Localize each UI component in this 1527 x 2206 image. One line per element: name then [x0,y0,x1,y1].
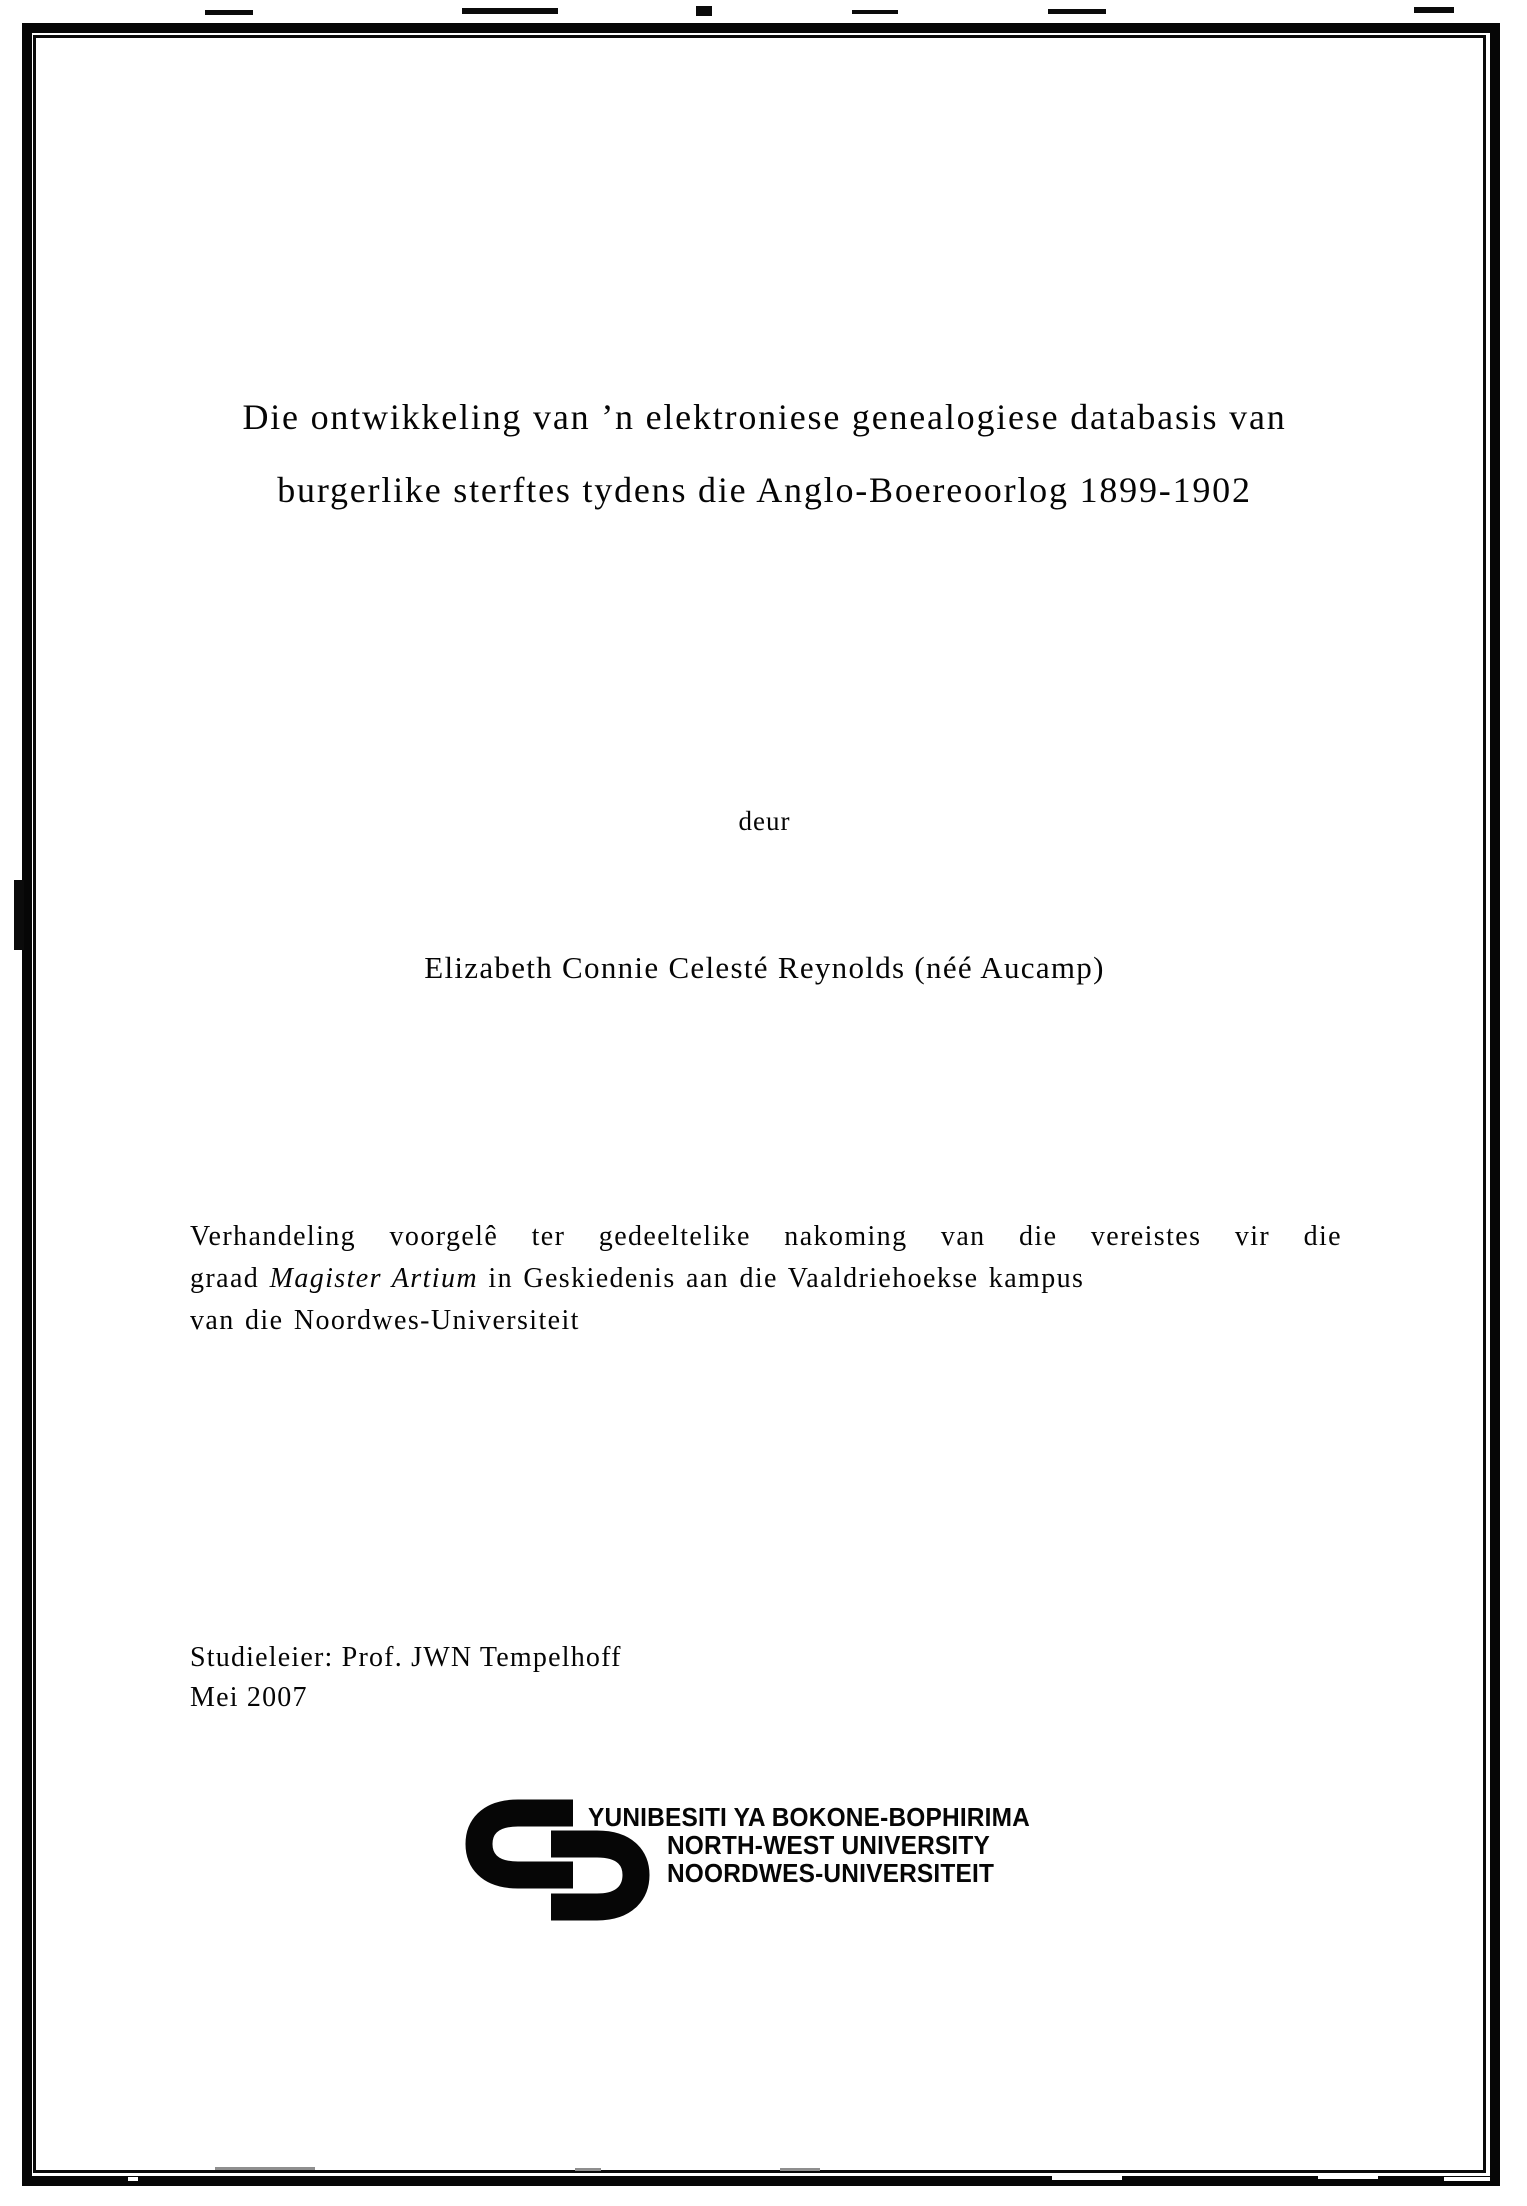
scan-speck [696,6,712,16]
university-name-afrikaans: NOORDWES-UNIVERSITEIT [666,1858,995,1888]
university-name-setswana: YUNIBESITI YA BOKONE-BOPHIRIMA [588,1802,1031,1832]
scan-speck [852,10,898,14]
thesis-title-line-1: Die ontwikkeling van ’n elektroniese genealogiese databasis van [242,397,1287,437]
scan-nick [1444,2177,1490,2181]
university-name-english: NORTH-WEST UNIVERSITY [666,1830,990,1860]
scan-nick [1318,2176,1378,2179]
scan-speck [14,880,24,950]
scan-speck [1414,7,1454,13]
thesis-title-line-2: burgerlike sterftes tydens die Anglo-Boereoorlog 1899-1902 [277,470,1252,510]
university-logo [462,1799,1122,1933]
scan-dash [575,2168,601,2171]
scan-speck [462,8,558,14]
note-line-2 [190,1258,1342,1300]
note-line-2-pre: graad [190,1263,270,1294]
scan-nick [128,2177,138,2181]
footer-block [190,1638,622,1718]
date-line: Mei 2007 [190,1682,308,1713]
note-line-2-post: in Geskiedenis aan die Vaaldriehoekse kampus [477,1263,1085,1294]
supervisor-line: Studieleier: Prof. JWN Tempelhoff [190,1642,622,1673]
note-line-1: Verhandeling voorgelê ter gedeeltelike nakoming van die vereistes vir die [190,1221,1342,1252]
scan-speck [205,10,253,15]
byline-preposition: deur [738,806,791,836]
dissertation-note [190,1216,1342,1342]
note-line-3: van die Noordwes-Universiteit [190,1305,580,1336]
scan-nick [1052,2176,1122,2180]
university-name-block [588,1803,1030,1887]
scan-dash [780,2168,820,2171]
author-name: Elizabeth Connie Celesté Reynolds (néé Aucamp) [424,950,1105,985]
degree-name: Magister Artium [269,1263,478,1294]
scan-speck [1048,9,1106,14]
scan-dash [215,2167,315,2170]
thesis-title [187,381,1342,527]
